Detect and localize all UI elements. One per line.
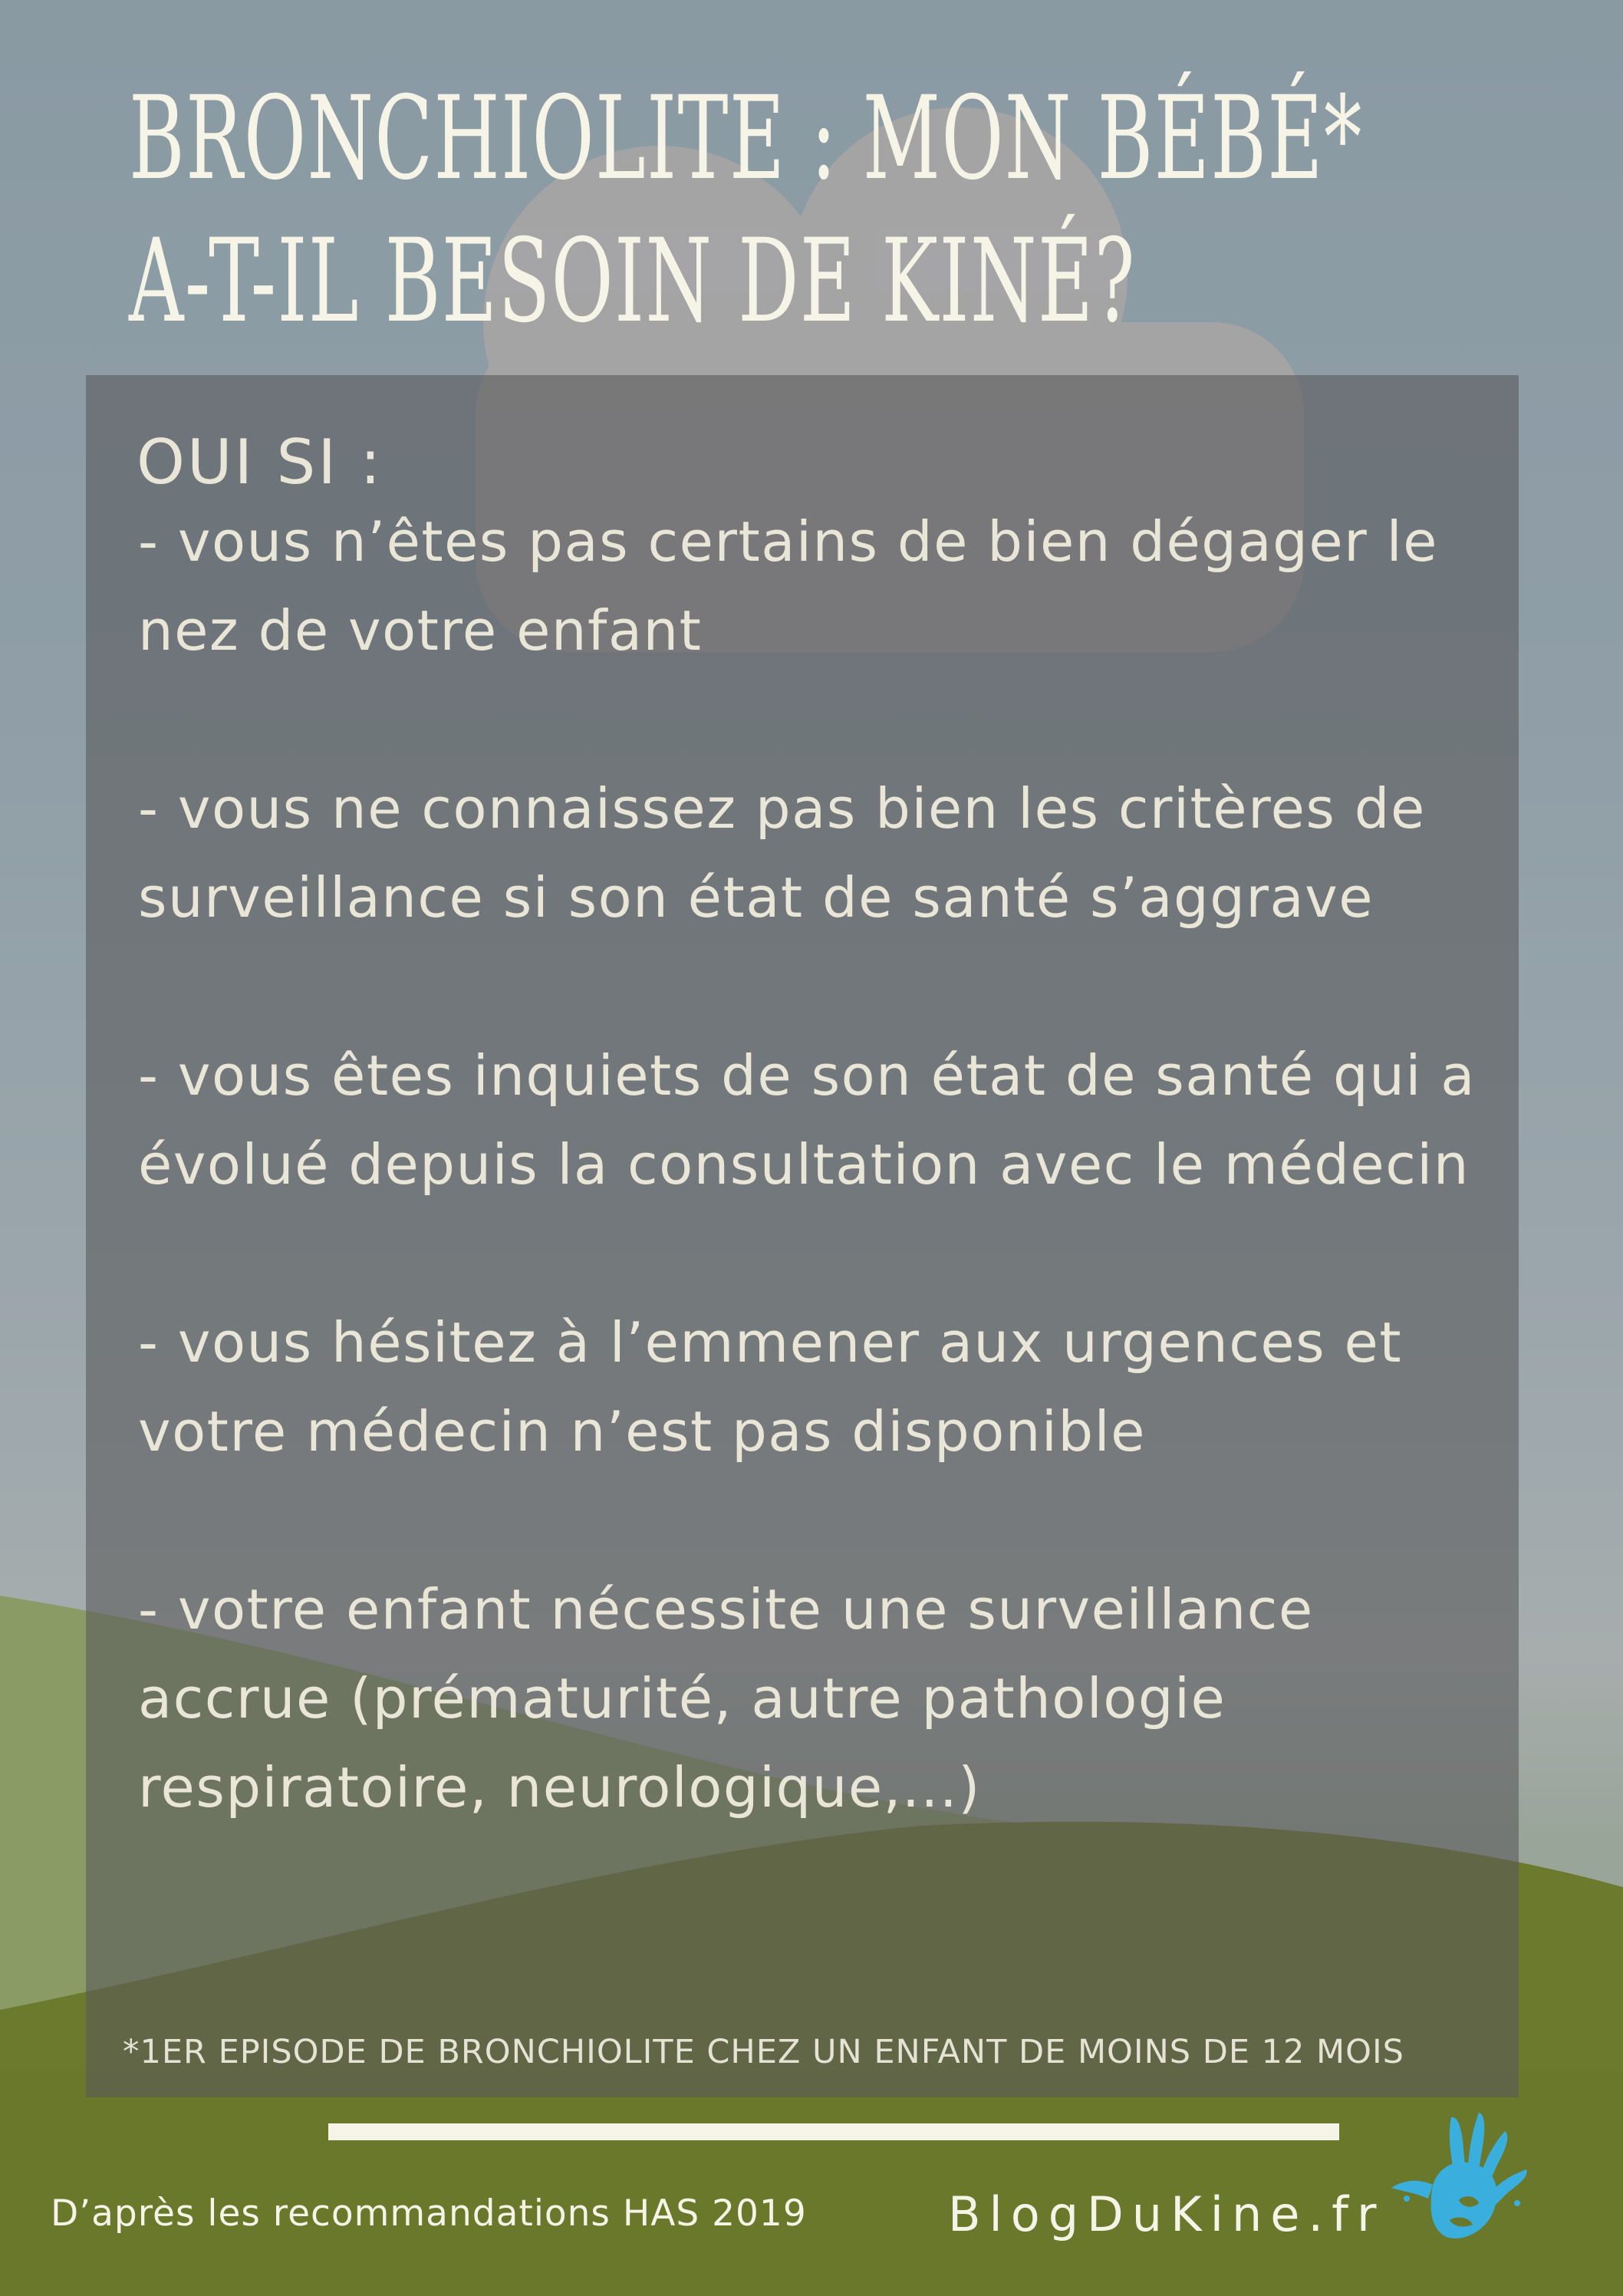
- list-item: - vous n’êtes pas certains de bien dégager le nez de votre enfant: [138, 509, 1438, 663]
- page-title: [129, 68, 1546, 353]
- brand-link[interactable]: BlogDuKine.fr: [948, 2186, 1385, 2242]
- title-line-2: A-T-IL BESOIN DE KINÉ?: [129, 215, 1136, 348]
- divider: [328, 2123, 1339, 2140]
- list-item: - vous ne connaissez pas bien les critères de surveillance si son état de santé s’aggrave: [138, 776, 1426, 930]
- hand-print-icon: [1385, 2108, 1546, 2246]
- title-line-1: BRONCHIOLITE : MON BÉBÉ*: [129, 72, 1363, 206]
- footnote: *1ER EPISODE DE BRONCHIOLITE CHEZ UN ENFANT DE MOINS DE 12 MOIS: [123, 2033, 1404, 2071]
- panel-heading: OUI SI :: [137, 427, 384, 498]
- list-item: - vous hésitez à l’emmener aux urgences et votre médecin n’est pas disponible: [138, 1310, 1403, 1464]
- list-item: - votre enfant nécessite une surveillance accrue (prématurité, autre pathologie respiratoire, neurologique,...): [138, 1577, 1314, 1820]
- source-credit: D’après les recommandations HAS 2019: [51, 2192, 807, 2235]
- list-item: - vous êtes inquiets de son état de santé qui a évolué depuis la consultation avec le médecin: [138, 1043, 1476, 1197]
- criteria-list: [138, 497, 1511, 1921]
